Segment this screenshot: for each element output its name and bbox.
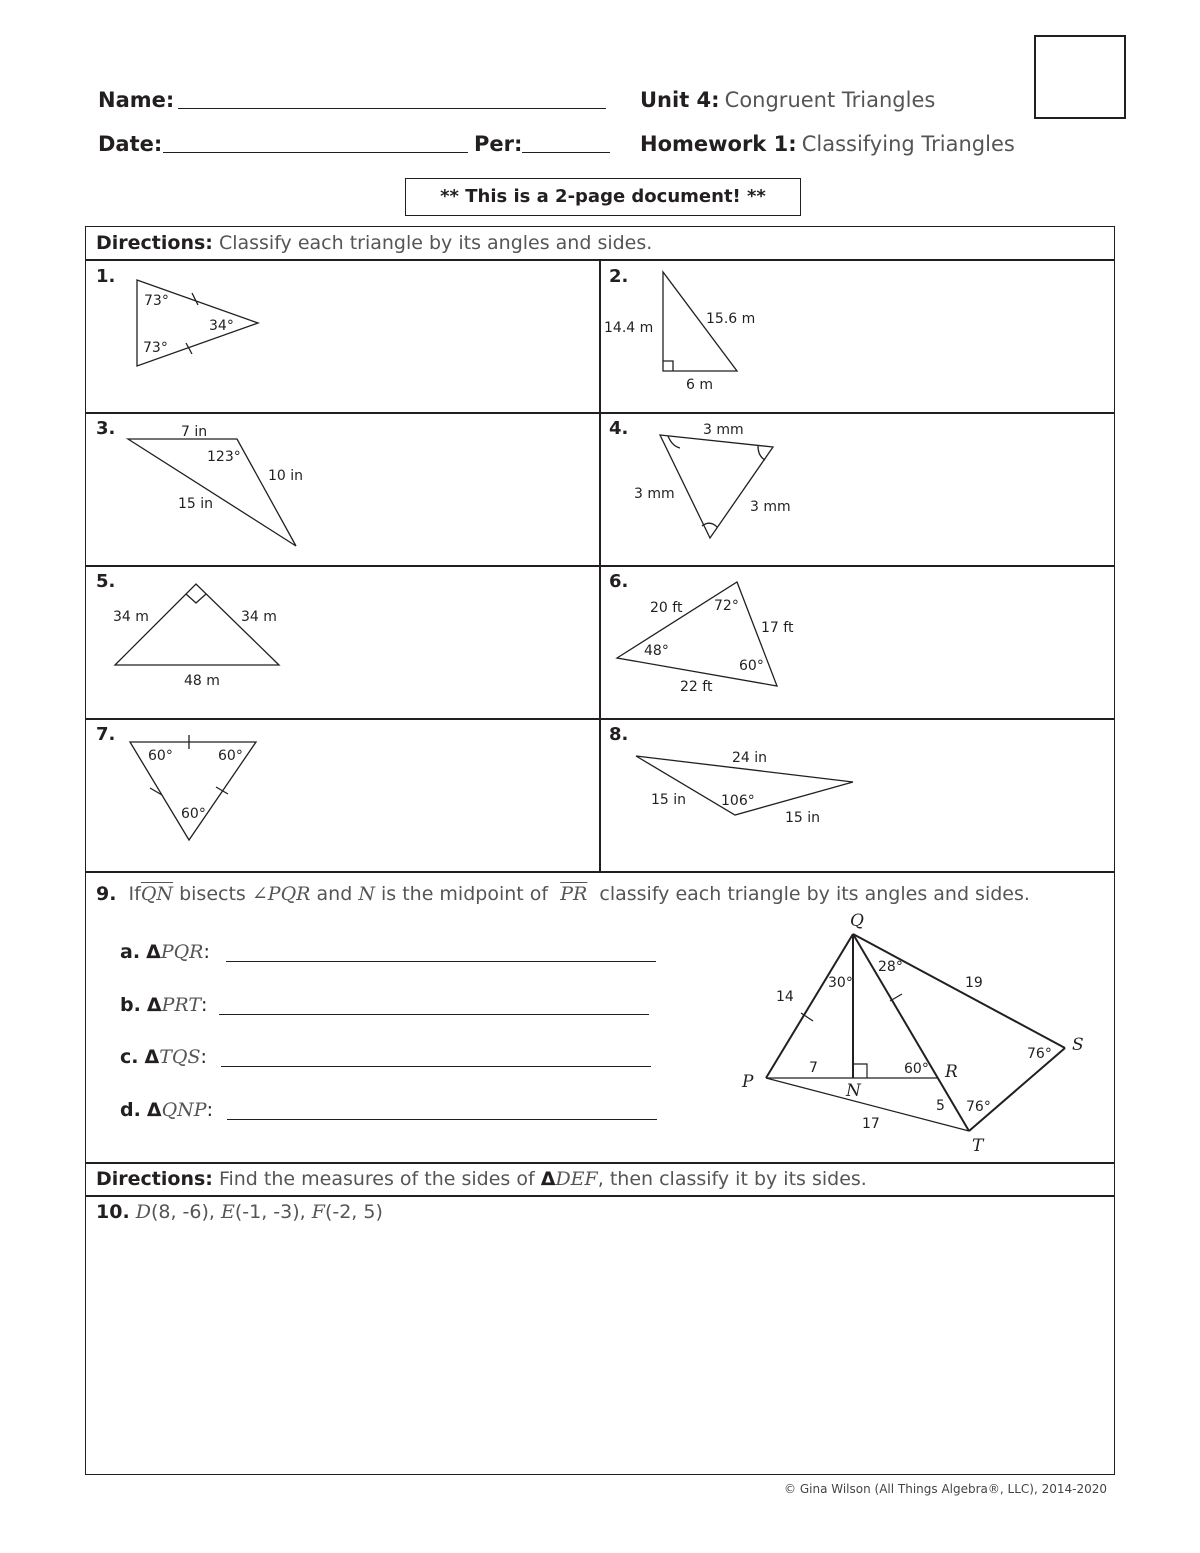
point-f: F <box>311 1201 325 1223</box>
q9-and: and <box>316 883 353 905</box>
point-d-coords: (8, -6), <box>150 1201 215 1223</box>
q9-midpoint-text: is the midpoint of <box>380 883 549 905</box>
triangle-name: PRT <box>161 994 202 1016</box>
answer-line-c[interactable] <box>221 1066 651 1067</box>
q9-part-b: b. ΔPRT: <box>120 994 208 1016</box>
side-label: 6 m <box>686 377 713 393</box>
angle-label: 106° <box>721 793 755 809</box>
unit-title: Congruent Triangles <box>724 88 936 112</box>
angle-label: 60° <box>904 1061 929 1077</box>
angle-label: 123° <box>207 449 241 465</box>
side-label: 17 ft <box>761 620 794 636</box>
angle-label: 60° <box>148 748 173 764</box>
side-label: 34 m <box>113 609 149 625</box>
directions-2: Directions: Find the measures of the sides of ΔDEF, then classify it by its sides. <box>96 1168 867 1190</box>
segment-qs <box>853 934 1065 1048</box>
point-p-label: P <box>742 1072 754 1092</box>
problem-8-number: 8. <box>609 724 629 745</box>
angle-label: 48° <box>644 643 669 659</box>
problem-1-number: 1. <box>96 266 116 287</box>
answer-line-b[interactable] <box>219 1014 649 1015</box>
angle-label: 72° <box>714 598 739 614</box>
angle-label: 60° <box>218 748 243 764</box>
angle-label: 28° <box>878 959 903 975</box>
triangle-def-label: DEF <box>555 1168 598 1190</box>
length-label: 14 <box>776 989 794 1005</box>
q9-part-a: a. ΔPQR: <box>120 941 210 963</box>
tick-mark <box>192 293 198 305</box>
date-label: Date: <box>98 132 163 156</box>
problem-4-number: 4. <box>609 418 629 439</box>
right-angle-mark <box>853 1064 867 1078</box>
side-label: 14.4 m <box>604 320 654 336</box>
point-f-coords: (-2, 5) <box>324 1201 383 1223</box>
problem-2-number: 2. <box>609 266 629 287</box>
side-label: 3 mm <box>703 422 744 438</box>
directions-text: Find the measures of the sides of <box>218 1168 535 1190</box>
right-angle-mark <box>186 594 206 603</box>
side-label: 48 m <box>184 673 220 689</box>
copyright-footer: © Gina Wilson (All Things Algebra®, LLC), 2014-2020 <box>784 1482 1107 1496</box>
homework-label: Homework 1: <box>640 132 797 156</box>
triangle-4 <box>660 435 773 538</box>
part-letter: d. <box>120 1099 141 1121</box>
directions-text: Classify each triangle by its angles and sides. <box>218 232 653 254</box>
point-n-text: N <box>358 883 375 905</box>
side-label: 3 mm <box>750 499 791 515</box>
per-label: Per: <box>474 132 523 156</box>
segment-qn-label: $\overline{QN}$ <box>140 883 174 905</box>
segment-pq <box>766 934 853 1078</box>
answer-line-a[interactable] <box>226 961 656 962</box>
right-angle-mark <box>663 361 673 371</box>
answer-line-d[interactable] <box>227 1119 657 1120</box>
question-9-prompt <box>96 883 1030 905</box>
part-letter: a. <box>120 941 141 963</box>
side-label: 15.6 m <box>706 311 756 327</box>
directions-label: Directions: <box>96 232 213 254</box>
triangle-name: QNP <box>161 1099 207 1121</box>
problem-6-number: 6. <box>609 571 629 592</box>
part-letter: c. <box>120 1046 139 1068</box>
angle-pqr-label: ∠PQR <box>251 883 311 905</box>
geometry-figure-9 <box>766 934 1065 1131</box>
angle-arc <box>758 446 765 460</box>
point-d: D <box>135 1201 151 1223</box>
point-e-coords: (-1, -3), <box>234 1201 306 1223</box>
homework-title: Classifying Triangles <box>801 132 1015 156</box>
point-q-label: Q <box>850 911 864 931</box>
angle-label: 73° <box>143 340 168 356</box>
angle-label: 76° <box>966 1099 991 1115</box>
point-n-label: N <box>846 1081 861 1101</box>
side-label: 15 in <box>651 792 687 808</box>
unit-label: Unit 4: <box>640 88 720 112</box>
length-label: 7 <box>809 1060 818 1076</box>
problem-5-number: 5. <box>96 571 116 592</box>
angle-arc <box>668 436 680 448</box>
side-label: 3 mm <box>634 486 675 502</box>
problem-7-number: 7. <box>96 724 116 745</box>
side-label: 22 ft <box>680 679 713 695</box>
tick-mark <box>216 787 228 794</box>
side-label: 34 m <box>241 609 277 625</box>
q9-part-d: d. ΔQNP: <box>120 1099 213 1121</box>
segment-qt <box>853 934 969 1131</box>
part-letter: b. <box>120 994 141 1016</box>
length-label: 5 <box>936 1098 945 1114</box>
angle-label: 60° <box>739 658 764 674</box>
two-page-banner: ** This is a 2-page document! ** <box>405 178 801 216</box>
name-label: Name: <box>98 88 175 112</box>
triangle-name: PQR <box>160 941 204 963</box>
angle-label: 60° <box>181 806 206 822</box>
question-9-number: 9. <box>96 883 117 905</box>
question-10 <box>96 1201 383 1223</box>
angle-label: 30° <box>828 975 853 991</box>
q9-if: If <box>128 883 141 905</box>
length-label: 17 <box>862 1116 880 1132</box>
side-label: 15 in <box>178 496 214 512</box>
side-label: 24 in <box>732 750 768 766</box>
side-label: 20 ft <box>650 600 683 616</box>
side-label: 7 in <box>181 424 208 440</box>
side-label: 15 in <box>785 810 821 826</box>
point-s-label: S <box>1072 1035 1084 1055</box>
side-label: 10 in <box>268 468 304 484</box>
point-r-label: R <box>945 1062 958 1082</box>
angle-label: 73° <box>144 293 169 309</box>
angle-label: 76° <box>1027 1046 1052 1062</box>
q9-bisects: bisects <box>179 883 246 905</box>
length-label: 19 <box>965 975 983 991</box>
question-10-number: 10. <box>96 1201 130 1223</box>
angle-label: 34° <box>209 318 234 334</box>
directions-text-end: , then classify it by its sides. <box>597 1168 867 1190</box>
directions-label: Directions: <box>96 1168 213 1190</box>
point-t-label: T <box>972 1136 984 1156</box>
point-e: E <box>220 1201 235 1223</box>
segment-pr-label: $\overline{PR}$ <box>560 883 588 905</box>
q9-part-c: c. ΔTQS: <box>120 1046 207 1068</box>
triangle-name: TQS <box>159 1046 201 1068</box>
q9-rest: classify each triangle by its angles and sides. <box>599 883 1030 905</box>
problem-3-number: 3. <box>96 418 116 439</box>
tick-mark <box>890 994 902 1001</box>
